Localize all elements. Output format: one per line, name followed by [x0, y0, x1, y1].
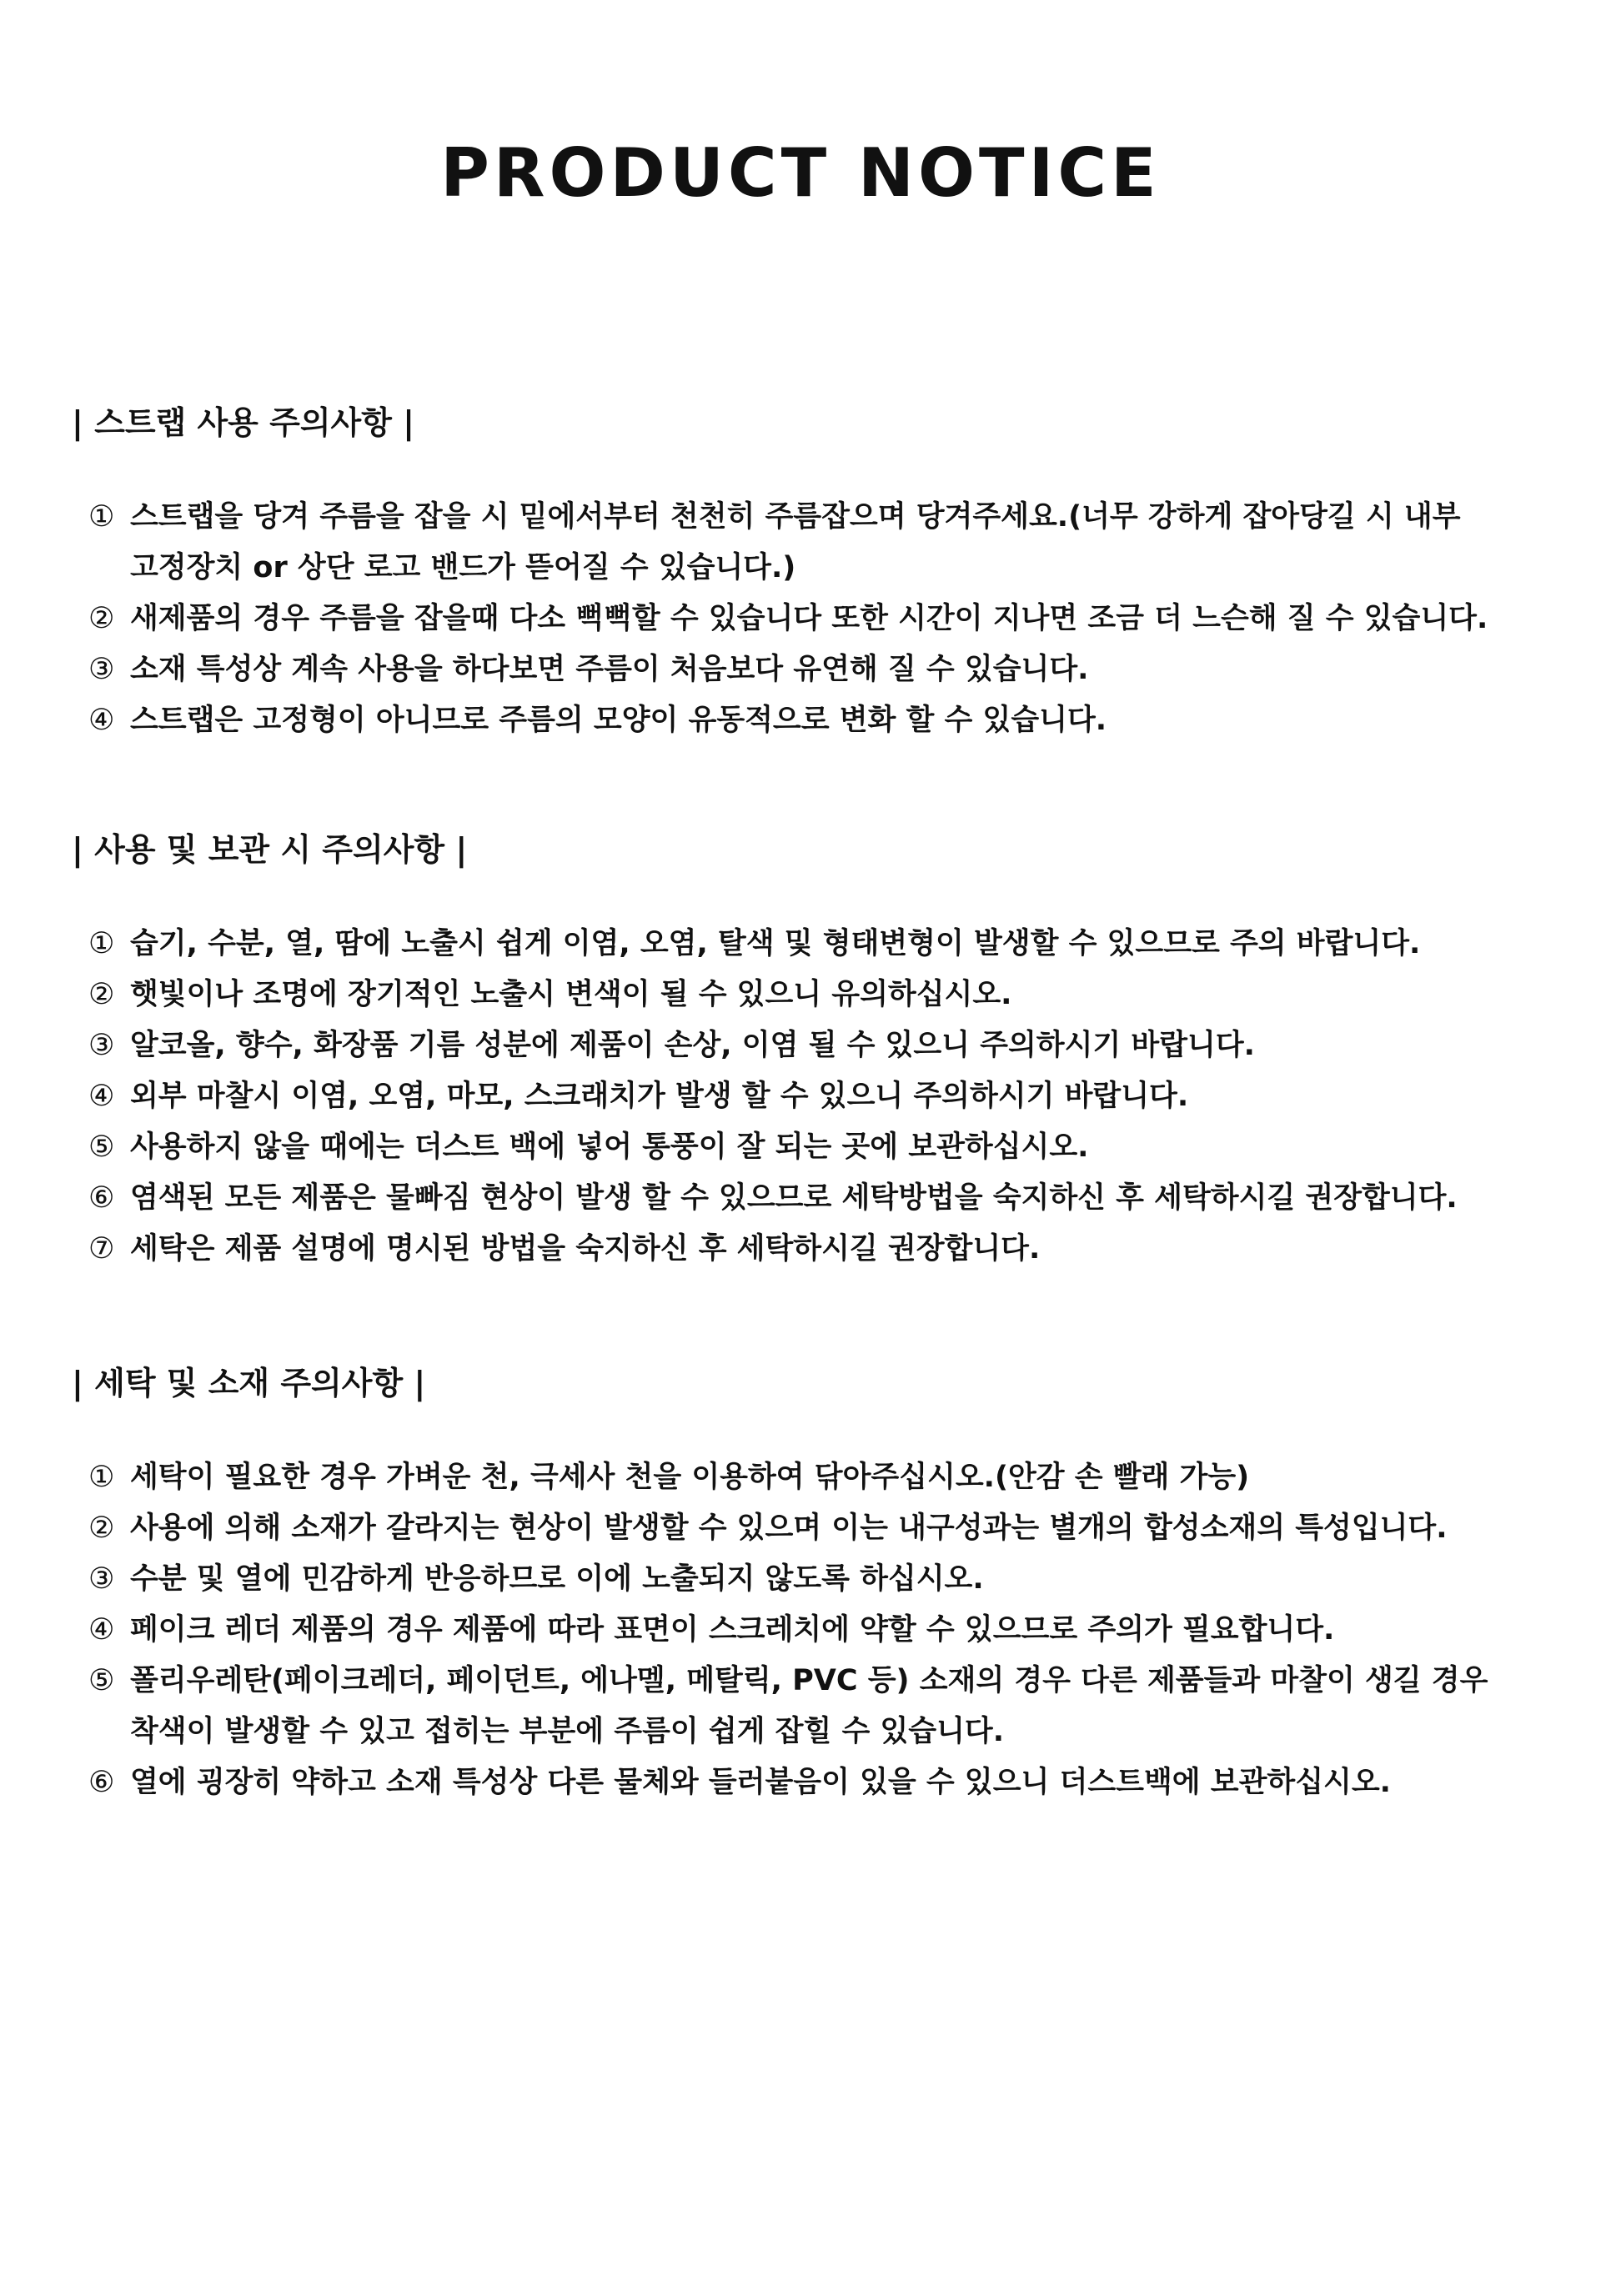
- item-number: ③: [88, 653, 115, 686]
- item-number: ⑦: [88, 1232, 115, 1266]
- notice-item: [88, 919, 1539, 970]
- item-text: 햇빛이나 조명에 장기적인 노출시 변색이 될 수 있으니 유의하십시오.: [130, 978, 1012, 1011]
- item-text: 염색된 모든 제품은 물빠짐 현상이 발생 할 수 있으므로 세탁방법을 숙지하신 후 세탁하시길 권장합니다.: [130, 1181, 1458, 1215]
- item-number: ②: [88, 978, 115, 1011]
- notice-item: [88, 1173, 1539, 1224]
- notice-item: [88, 1452, 1539, 1503]
- notice-item: [88, 1503, 1539, 1554]
- item-text: 사용하지 않을 때에는 더스트 백에 넣어 통풍이 잘 되는 곳에 보관하십시오.: [130, 1130, 1089, 1164]
- notice-item: [88, 1071, 1539, 1122]
- item-number: ④: [88, 1613, 115, 1647]
- item-number: ②: [88, 602, 115, 635]
- notice-item: [88, 644, 1539, 695]
- item-number: ⑤: [88, 1130, 115, 1164]
- page-title: PRODUCT NOTICE: [440, 134, 1161, 212]
- notice-item: [88, 492, 1539, 594]
- notice-item: [88, 1224, 1539, 1275]
- item-text: 스트랩은 고정형이 아니므로 주름의 모양이 유동적으로 변화 할 수 있습니다.: [130, 704, 1107, 737]
- item-number: ③: [88, 1029, 115, 1062]
- section-heading: | 사용 및 보관 시 주의사항 |: [72, 831, 468, 868]
- section-heading: | 세탁 및 소재 주의사항 |: [72, 1365, 426, 1401]
- item-text: 사용에 의해 소재가 갈라지는 현상이 발생할 수 있으며 이는 내구성과는 별개의 합성소재의 특성입니다.: [130, 1511, 1448, 1545]
- item-number: ⑥: [88, 1181, 115, 1215]
- item-text: 외부 마찰시 이염, 오염, 마모, 스크래치가 발생 할 수 있으니 주의하시기 바랍니다.: [130, 1080, 1189, 1113]
- notice-item: [88, 1122, 1539, 1173]
- item-text: 소재 특성상 계속 사용을 하다보면 주름이 처음보다 유연해 질 수 있습니다.: [130, 653, 1089, 686]
- item-number: ①: [88, 500, 115, 534]
- notice-item: [88, 594, 1539, 644]
- item-number: ①: [88, 927, 115, 960]
- item-text: 세탁이 필요한 경우 가벼운 천, 극세사 천을 이용하여 닦아주십시오.(안감 손 빨래 가능): [130, 1461, 1250, 1494]
- notice-item: [88, 1020, 1539, 1071]
- item-text: 수분 및 열에 민감하게 반응하므로 이에 노출되지 않도록 하십시오.: [130, 1562, 984, 1596]
- section-washing-material: [72, 1367, 1539, 1808]
- notice-item: [88, 970, 1539, 1020]
- notice-item: [88, 1757, 1539, 1808]
- notice-list: [72, 919, 1539, 1275]
- item-number: ④: [88, 1080, 115, 1113]
- section-heading: | 스트랩 사용 주의사항 |: [72, 404, 415, 441]
- item-number: ②: [88, 1511, 115, 1545]
- item-number: ①: [88, 1461, 115, 1494]
- item-number: ⑤: [88, 1664, 115, 1697]
- item-number: ④: [88, 704, 115, 737]
- item-number: ⑥: [88, 1766, 115, 1799]
- item-text: 페이크 레더 제품의 경우 제품에 따라 표면이 스크레치에 약할 수 있으므로 주의가 필요합니다.: [130, 1613, 1335, 1647]
- notice-item: [88, 1605, 1539, 1656]
- item-number: ③: [88, 1562, 115, 1596]
- item-text: 스트랩을 당겨 주름을 잡을 시 밑에서부터 천천히 주름잡으며 당겨주세요.(너무 강하게 잡아당길 시 내부 고정장치 or 상단 로고 밴드가 뜯어질 수 있습니다.): [130, 500, 1461, 584]
- item-text: 알코올, 향수, 화장품 기름 성분에 제품이 손상, 이염 될 수 있으니 주의하시기 바랍니다.: [130, 1029, 1255, 1062]
- item-text: 세탁은 제품 설명에 명시된 방법을 숙지하신 후 세탁하시길 권장합니다.: [130, 1232, 1041, 1266]
- item-text: 새제품의 경우 주름을 잡을때 다소 뻑뻑할 수 있습니다 또한 시간이 지나면 조금 더 느슨해 질 수 있습니다.: [130, 602, 1488, 635]
- notice-list: [72, 492, 1539, 746]
- section-usage-storage: [72, 831, 1539, 1275]
- notice-item: [88, 1554, 1539, 1605]
- item-text: 열에 굉장히 약하고 소재 특성상 다른 물체와 들러붙음이 있을 수 있으니 더스트백에 보관하십시오.: [130, 1766, 1391, 1799]
- notice-item: [88, 1656, 1539, 1757]
- section-strap-usage: [72, 404, 1539, 746]
- notice-list: [72, 1452, 1539, 1808]
- item-text: 습기, 수분, 열, 땀에 노출시 쉽게 이염, 오염, 탈색 및 형태변형이 발생할 수 있으므로 주의 바랍니다.: [130, 927, 1421, 960]
- item-text: 폴리우레탄(페이크레더, 페이던트, 에나멜, 메탈릭, PVC 등) 소재의 경우 다른 제품들과 마찰이 생길 경우 착색이 발생할 수 있고 접히는 부분에 주름이 쉽게 잡힐 수 있습니다.: [130, 1664, 1488, 1748]
- notice-item: [88, 695, 1539, 746]
